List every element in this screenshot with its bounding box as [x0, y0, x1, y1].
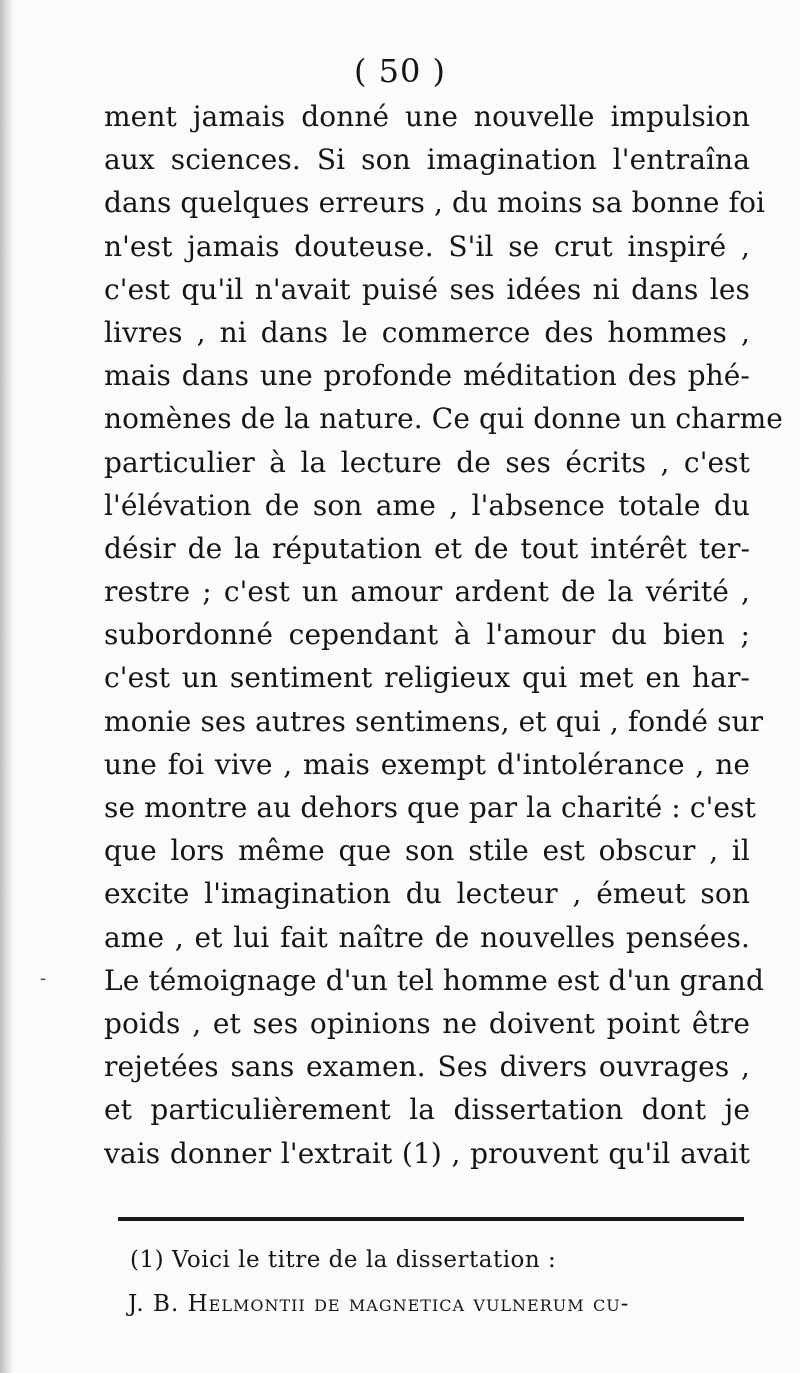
text-line: aux sciences. Si son imagination l'entraîna	[104, 143, 750, 177]
text-line: et particulièrement la dissertation dont je	[104, 1093, 750, 1127]
page-number: ( 50 )	[353, 52, 447, 90]
footnote-citation-line: J. B. Helmontii de magnetica vulnerum cu-	[128, 1291, 630, 1317]
text-line: livres , ni dans le commerce des hommes ,	[104, 315, 750, 349]
text-line: nomènes de la nature. Ce qui donne un charme	[104, 402, 783, 436]
margin-mark: -	[40, 968, 47, 989]
text-line: une foi vive , mais exempt d'intolérance , ne	[104, 747, 750, 781]
text-line: se montre au dehors que par la charité : c'est	[104, 791, 756, 824]
text-line: vais donner l'extrait (1) , prouvent qu'il avait	[104, 1136, 750, 1170]
text-line: ame , et lui fait naître de nouvelles pensées.	[104, 920, 750, 954]
page-gutter-shadow	[0, 0, 14, 1373]
text-line: particulier à la lecture de ses écrits , c'est	[104, 445, 750, 479]
text-line: Le témoignage d'un tel homme est d'un grand	[104, 963, 764, 997]
text-line: c'est un sentiment religieux qui met en har-	[104, 661, 750, 695]
text-line: ment jamais donné une nouvelle impulsion	[104, 100, 750, 133]
text-line: désir de la réputation et de tout intérêt ter-	[104, 531, 750, 565]
footnote-rule	[118, 1217, 744, 1221]
footnote-title-line: (1) Voici le titre de la dissertation :	[130, 1247, 557, 1273]
text-line: mais dans une profonde méditation des phé-	[104, 359, 750, 393]
text-line: excite l'imagination du lecteur , émeut son	[104, 877, 750, 911]
text-line: monie ses autres sentimens, et qui , fondé sur	[104, 704, 764, 738]
text-line: dans quelques erreurs , du moins sa bonne foi	[104, 186, 766, 220]
text-line: n'est jamais douteuse. S'il se crut inspiré ,	[104, 229, 750, 263]
text-line: l'élévation de son ame , l'absence totale du	[104, 488, 750, 522]
text-line: c'est qu'il n'avait puisé ses idées ni dans les	[104, 272, 750, 306]
text-line: poids , et ses opinions ne doivent point être	[104, 1006, 750, 1040]
text-line: restre ; c'est un amour ardent de la vérité ,	[104, 575, 750, 609]
text-line: subordonné cependant à l'amour du bien ;	[104, 618, 750, 652]
text-line: que lors même que son stile est obscur , il	[104, 834, 750, 868]
text-line: rejetées sans examen. Ses divers ouvrages ,	[104, 1050, 750, 1084]
footnote	[130, 1238, 750, 1326]
body-text	[104, 95, 783, 1175]
